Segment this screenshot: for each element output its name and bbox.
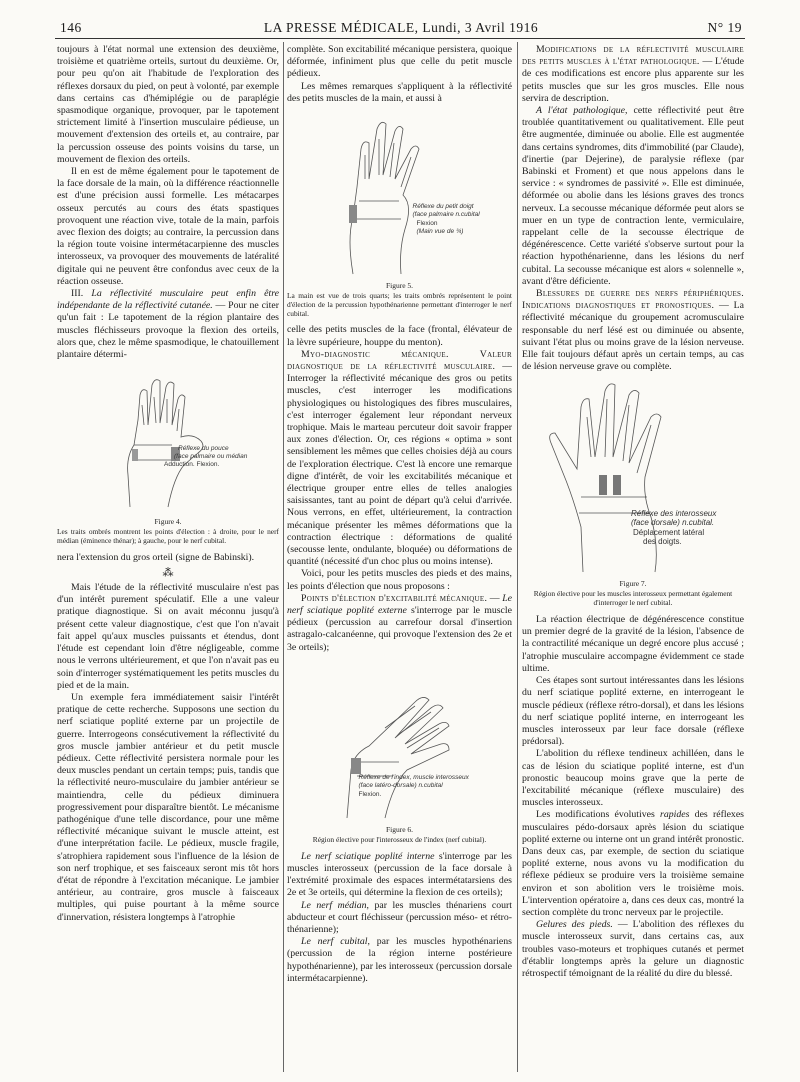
issue-number: N° 19 — [707, 20, 742, 35]
figure-caption: La main est vue de trois quarts; les traits ombrés représentent le point d'élection de la percussion hypothénarienne permettant d'interroger le nerf cubital. — [287, 291, 512, 318]
figure-7-hand-illustration — [533, 377, 733, 577]
hand-lateral-drawing — [295, 658, 505, 823]
paragraph: toujours à l'état normal une extension des deuxième, troisième et quatrième orteils, surtout du deuxième. Or, pour peu qu'on ait l'habitude de l'exploration des réflexes dorsaux du pied, on peut à volonté, par exemple dans certains cas d'hémiplégie ou de paraplégie spasmodique organique, provoquer, par le tapotement strictement limité à l'insertion musculaire pédieuse, un mouvement d'extension des orteils et, au contraire, par la percussion osseuse des points voisins du tarse, un mouvement de flexion des orteils. — [57, 44, 279, 165]
figure-label: Déplacement latéral — [633, 528, 705, 538]
figure-label: Réflexe du pouce — [178, 445, 229, 453]
paragraph: nera l'extension du gros orteil (signe de Babinski). — [57, 551, 255, 563]
figure-label: (face palmaire n.cubital — [412, 211, 480, 219]
shaded-election-point — [613, 475, 621, 495]
paragraph: Le nerf médian, par les muscles thénariens court abducteur et court fléchisseur (percussion méso- et rétro-thénarienne); — [287, 899, 512, 935]
hand-palm-drawing — [68, 365, 268, 515]
column-1 — [57, 44, 279, 924]
paragraph: Le nerf cubital, par les muscles hypothénariens (percussion de la région interne postérieure hypothénarienne), par les interosseux (percussion dorsale intermétacarpienne). — [287, 936, 512, 984]
paragraph: Les modifications évolutives rapides des réflexes musculaires pédo-dorsaux après lésion du sciatique poplité externe ou interne ont un grand intérêt pronostic. Dans deux cas, par exemple, de section du sciatique poplité externe, nous avons vu la modification du réflexe pédieux se produire vers la troisième semaine environ et son abolition vers le troisième mois. L'intervention opératoire a, dans ces deux cas, montré la section complète du tronc nerveux par le projectile. — [522, 809, 744, 918]
paragraph: La réaction électrique de dégénérescence constitue un premier degré de la gravité de la lésion, l'absence de la contractilité mécanique un degré encore plus accusé ; l'atrophie musculaire accompagne évidemment ce stade ultime. — [522, 614, 744, 674]
figure-5-hand-illustration — [295, 109, 505, 279]
figure-label: (face dorsale) n.cubital. — [631, 518, 715, 528]
figure-title: Figure 5. — [385, 281, 414, 291]
paragraph: Voici, pour les petits muscles des pieds et des mains, les points d'élection que nous proposons : — [287, 568, 512, 592]
paragraph: Points d'élection d'excitabilité mécanique. — Le nerf sciatique poplité externe s'interroge par le muscle pédieux (percussion au carrefour dorsal d'insertion astragalo-calcanéenne, qui provoque l'extension des 2e et 3e orteils); — [287, 592, 512, 653]
paragraph: Modifications de la réflectivité musculaire des petits muscles à l'état pathologique. — L'étude de ces modifications est encore plus apparente sur les petits muscles que sur les gros muscles. Elle nous servira de description. — [522, 44, 744, 104]
journal-title: LA PRESSE MÉDICALE, Lundi, 3 Avril 1916 — [263, 20, 539, 35]
figure-title: Figure 6. — [385, 824, 414, 834]
shaded-election-point — [349, 205, 357, 223]
hand-dorsal-drawing — [533, 377, 733, 577]
figure-caption: Les traits ombrés montrent les points d'élection : à droite, pour le nerf médian (éminence thénar); à gauche, pour le nerf cubital. — [57, 527, 279, 546]
paragraph: Myo-diagnostic mécanique. Valeur diagnostique de la réflectivité musculaire. — Interroger la réflectivité mécanique des gros ou petits muscles, c'est interroger les modifications physiologiques ou histologiques des fibres musculaires, c'est interroger également leur répondant nerveux trophique. Mais le marteau percuteur doit savoir frapper aux zones d'élection. Or, ces régions « optima » sont sensiblement les mêmes que celles choisies déjà au cours de l'exploration électrique. C'est là encore une remarque digne d'intérêt, de voir les excitabilités mécanique et électrique grouper entre elles de telles analogies saisissantes, tant au point de départ qu'à celui d'arrivée. Nous verrons, en effet, ultérieurement, la contraction mécanique présenter les mêmes déformations que la contraction électrique : déformations de qualité (secousse lente, ondulante, bloquée) ou déformations de quantité (nécessité d'un choc plus ou moins intense). — [287, 348, 512, 568]
paragraph: Blessures de guerre des nerfs périphériques. Indications diagnostiques et pronostiques. — La réflectivité mécanique du groupement acromusculaire responsable du nerf lésé est ou diminuée ou absente, suivant l'état plus ou moins grave de la lésion nerveuse. Elle fait toujours défaut après un certain temps, au cas de lésion nerveuse grave ou complète. — [522, 288, 744, 373]
paragraph: Le nerf sciatique poplité interne s'interroge par les muscles interosseux (percussion de la face dorsale à l'extrémité proximale des espaces intermétatarsiens des 2e et 3e orteils, qui détermine la flexion de ces orteils); — [287, 850, 512, 899]
figure-label: des doigts. — [643, 537, 682, 547]
paragraph: Il en est de même également pour le tapotement de la face dorsale de la main, où la différence réactionnelle est d'une précision aussi formelle. Les métacarpes osseux percutés au cours des états spastiques provoquent une réaction vive, totale de la main, parfois avec flexion des doigts; au contraire, la percussion dans la région toute voisine intermétacarpienne des muscles interosseux, va provoquer des mouvements de latéralité digitale qui ne peuvent être confondus avec ceux de la réaction osseuse. — [57, 166, 279, 287]
paragraph: III. La réflectivité musculaire peut enfin être indépendante de la réflectivité cutanée. — Pour ne citer qu'un fait : Le tapotement de la région plantaire des muscles fléchisseurs provoque la flexion des orteils, alors que, chez le même spasmodique, le chatouillement plantaire détermi- — [57, 288, 279, 361]
page-number: 146 — [60, 20, 82, 35]
figure-label: Réflexe du petit doigt — [412, 203, 474, 211]
figure-label: Adduction. Flexion. — [164, 461, 220, 469]
hand-three-quarter-drawing — [295, 109, 505, 279]
page-header — [60, 20, 742, 38]
figure-label: Flexion — [416, 220, 438, 228]
figure-label: Flexion. — [358, 790, 382, 798]
paragraph: Ces étapes sont surtout intéressantes dans les lésions du nerf sciatique poplité externe, en interrogeant le muscle pédieux (réflexe rétro-dorsal), et dans les lésions du nerf sciatique poplité interne, en interrogeant les muscles interosseux par leur face dorsale (réflexe prédorsal). — [522, 675, 744, 748]
paragraph: A l'état pathologique, cette réflectivité peut être troublée quantitativement ou qualitativement. Elle peut être augmentée, diminuée ou abolie. Elle est augmentée dans certains syndromes, dits d'immobilité (par Claude), d'inertie (par Dejerine), de paralysie réflexe (par Babinski et Froment) et que nous appelons dans le service : « syndromes de passivité ». Elle est diminuée, déformée ou abolie dans les lésions graves des troncs nerveux. La secousse mécanique déformée peut alors se muer en un type de contraction lente, vermiculaire, rappelant celle de la secousse électrique de dégénérescence. Cette variété s'observe surtout pour la réaction hypothénarienne, dans les lésions du nerf cubital. La secousse mécanique est alors « solennelle », avant d'être déficiente. — [522, 105, 744, 287]
shaded-election-point — [132, 449, 138, 461]
figure-label: (face latéro-dorsale) n.cubital — [358, 781, 443, 789]
figure-label: Réflexe de l'index, muscle interosseux — [358, 773, 469, 781]
paragraph: Un exemple fera immédiatement saisir l'intérêt pratique de cette recherche. Supposons une section du nerf sciatique poplité externe par un projectile de guerre. Interrogeons consécutivement la réflectivité du gros muscle jambier antérieur et du petit muscle pédieux. Cette réflectivité persistera normale pour les deux muscles pendant un certain temps; puis, tandis que la réflectivité neuro-musculaire du jambier antérieur se maintiendra, celle du pédieux diminuera progressivement pour disparaître bientôt. Le mécanisme pathogénique d'une telle discordance, pour une même réflectivité mécanique suivant le muscle atteint, est d'une interprétation facile. Le pédieux, muscle fragile, s'atrophiera rapidement sous l'influence de la lésion de son nerf trophique, et ses faisceaux seront mis tôt hors d'état de répondre à l'excitation mécanique. Le jambier antérieur, au contraire, gros muscle à faisceaux multiples, qui puise pourtant à la même source d'innervation, résistera longtemps à l'atrophie — [57, 691, 279, 923]
figure-title: Figure 7. — [619, 579, 647, 589]
shaded-election-point — [351, 758, 361, 774]
figure-caption: Région élective pour les muscles interosseux permettant également d'interroger le nerf cubital. — [533, 589, 733, 608]
paragraph: Gelures des pieds. — L'abolition des réflexes du muscle interosseux survit, dans certains cas, aux troubles vaso-moteurs et trophiques cutanés et permet d'établir longtemps après la gelure un diagnostic rétrospectif témoignant de la réalité du dire du blessé. — [522, 919, 744, 979]
column-3 — [522, 44, 744, 980]
figure-label: Réflexe des interosseux — [631, 509, 717, 519]
paragraph: complète. Son excitabilité mécanique persistera, quoique déformée, infiniment plus que celle du petit muscle pédieux. — [287, 44, 512, 80]
paragraph: celle des petits muscles de la face (frontal, élévateur de la lèvre supérieure, houppe du menton). — [287, 324, 512, 348]
figure-label: (face palmaire ou médian — [174, 453, 248, 461]
shaded-election-point — [599, 475, 607, 495]
figure-6-hand-illustration — [295, 658, 505, 823]
paragraph: Mais l'étude de la réflectivité musculaire n'est pas d'un intérêt purement spéculatif. Elle a une valeur pratique diagnostique. Si on avait méconnu jusqu'à présent cette valeur diagnostique, c'est que l'on n'avait fait appel qu'aux muscles puissants et étendus, dont l'étude est cependant loin d'être négligeable, comme nous le verrons ultérieurement, et que l'on n'avait pas eu soin d'interroger systématiquement les petits muscles du pied et de la main. — [57, 582, 279, 691]
column-divider — [283, 42, 284, 1072]
column-2 — [287, 44, 512, 985]
column-divider — [517, 42, 518, 1072]
paragraph: L'abolition du réflexe tendineux achilléen, dans le cas de lésion du sciatique poplité interne, est d'un pronostic beaucoup moins grave que la perte de l'excitabilité mécanique (réflexe musculaire) des muscles interosseux. — [522, 748, 744, 809]
header-rule — [55, 38, 745, 39]
figure-4-hand-illustration — [68, 365, 268, 515]
paragraph: Les mêmes remarques s'appliquent à la réflectivité des petits muscles de la main, et aussi à — [287, 80, 512, 104]
section-separator: ⁂ — [162, 567, 174, 580]
figure-title: Figure 4. — [154, 517, 182, 527]
figure-caption: Région élective pour l'interosseux de l'index (nerf cubital). — [312, 834, 487, 844]
figure-label: (Main vue de ¾) — [416, 228, 464, 236]
